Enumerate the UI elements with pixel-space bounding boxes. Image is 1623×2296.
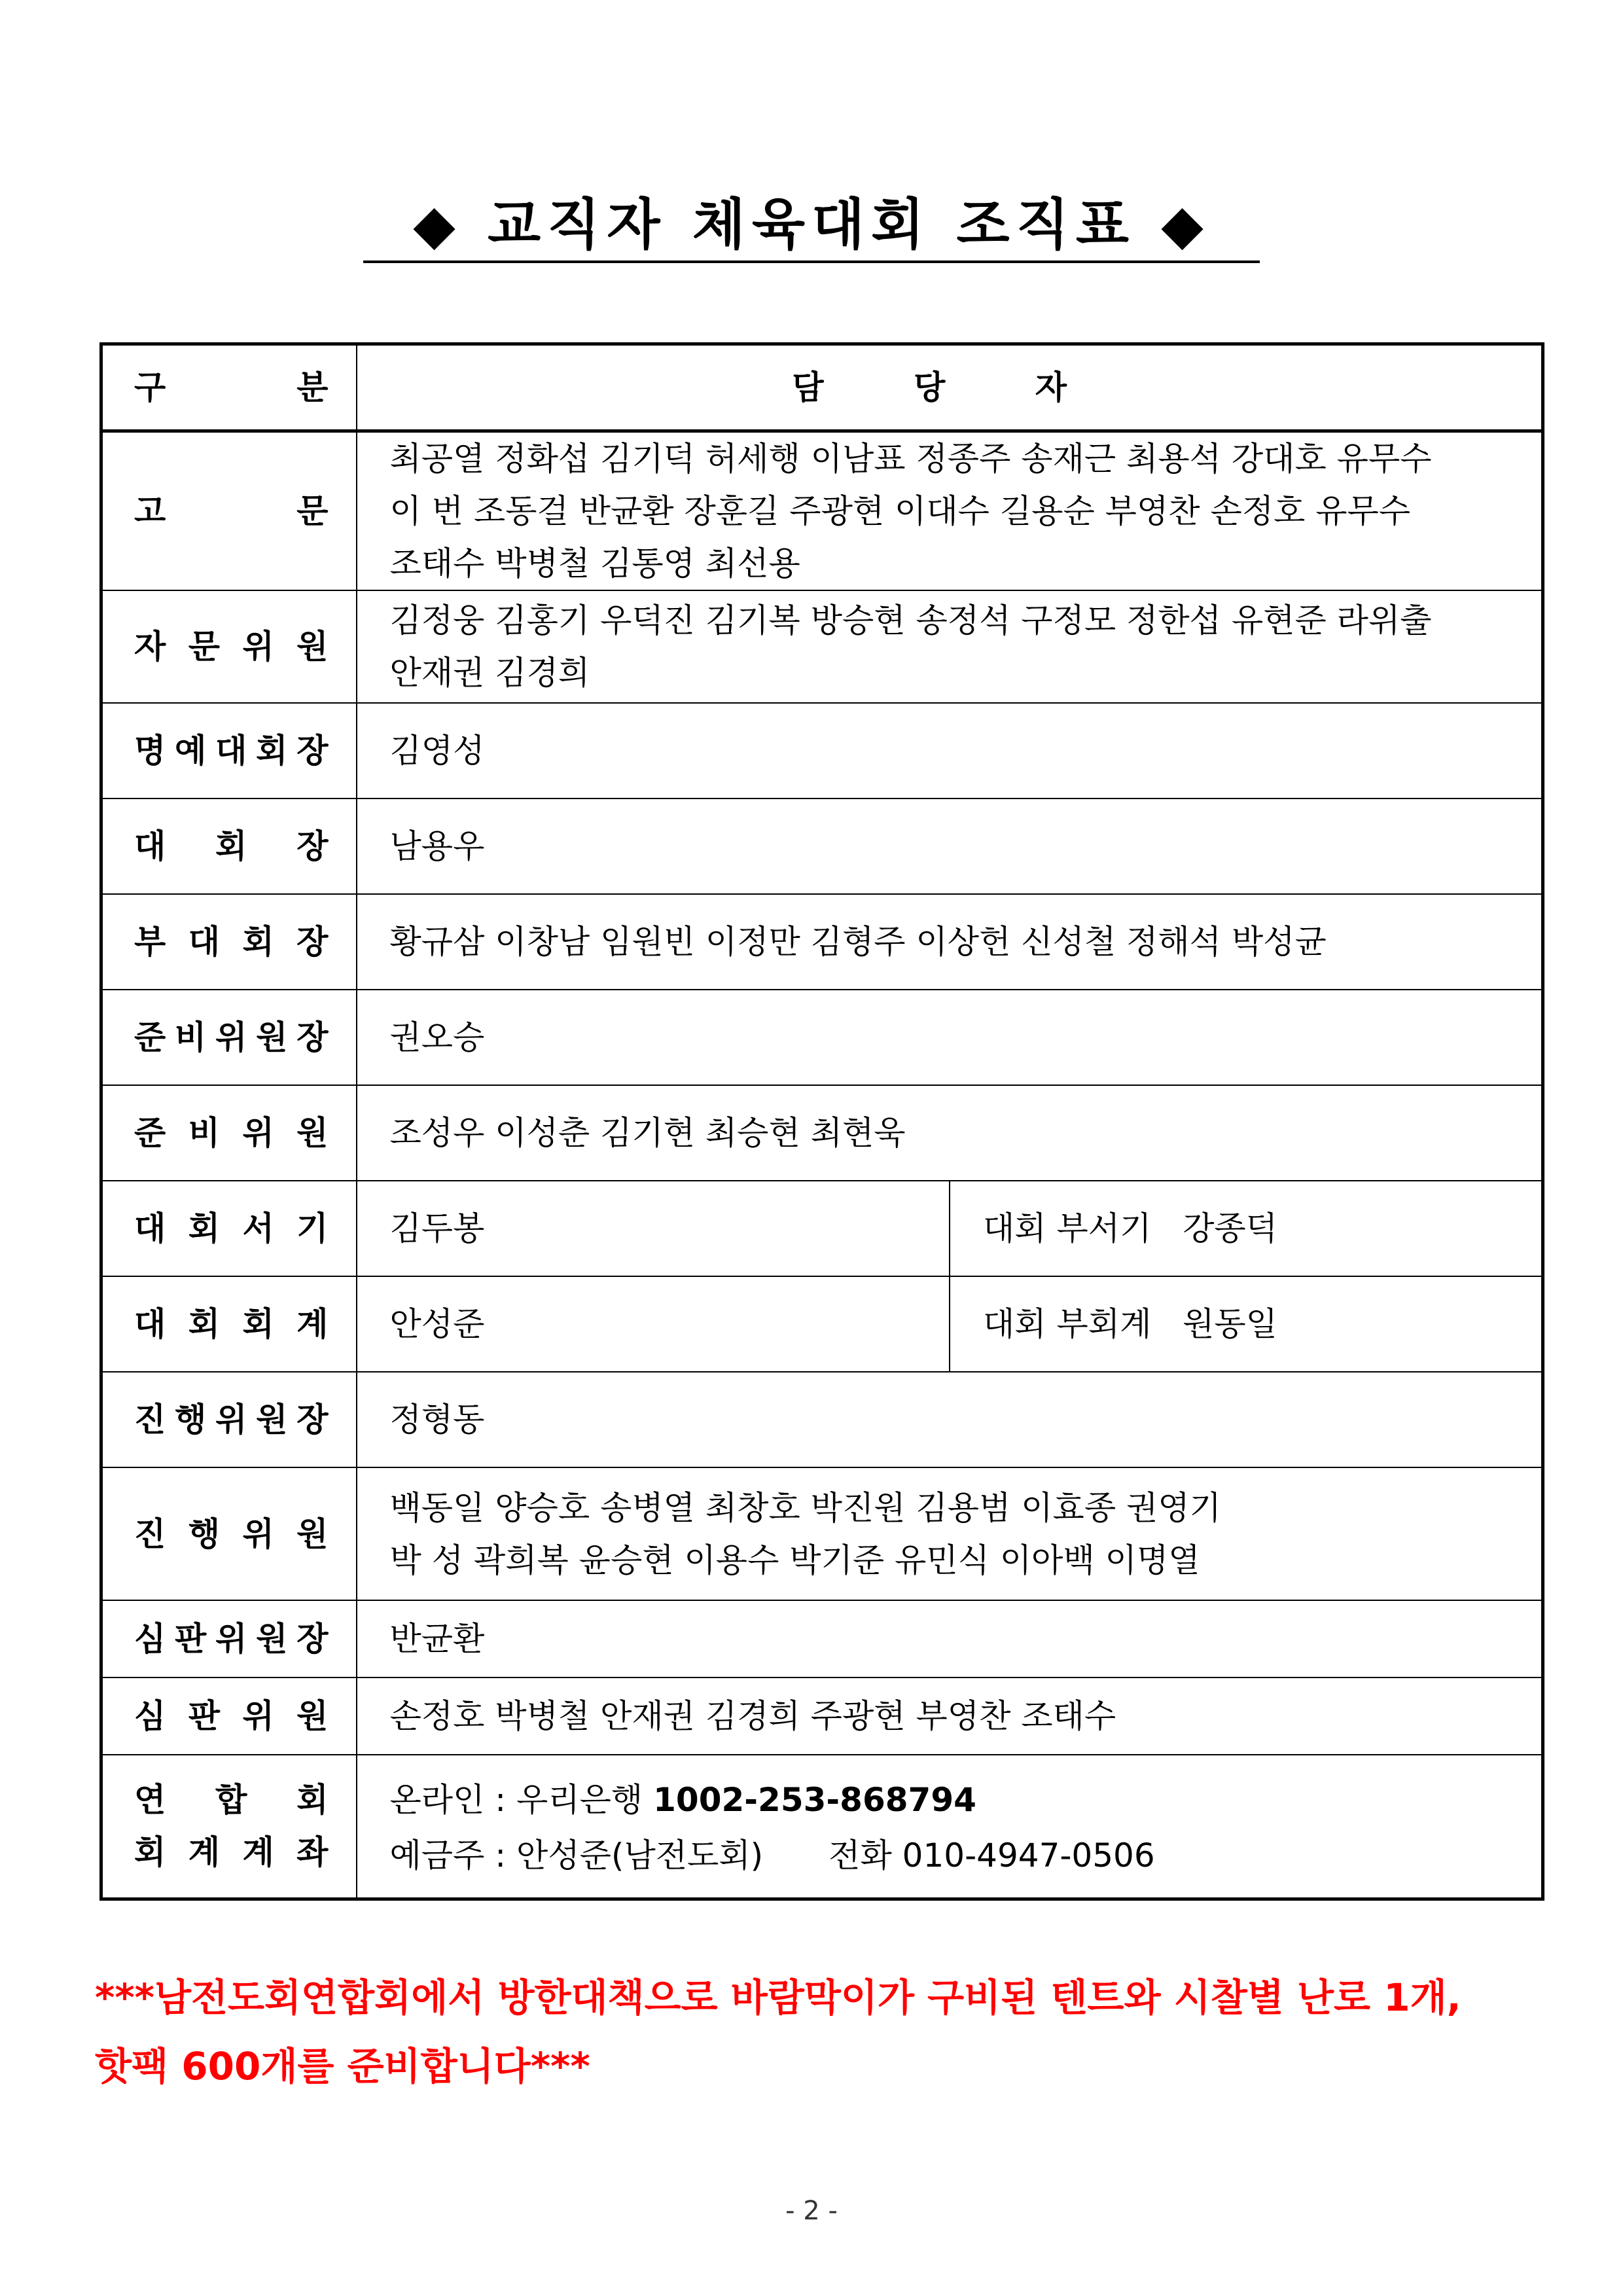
page-number: - 2 -: [785, 2196, 838, 2226]
member-line: 손정호 박병철 안재권 김경희 주광현 부영찬 조태수: [389, 1697, 1116, 1735]
row-members-cell: [357, 990, 1543, 1085]
account-label-char: 합: [215, 1781, 247, 1820]
row-label-cell: [101, 894, 357, 990]
member-line: 김영성: [389, 732, 485, 770]
document-title: ◆ 교직자 체육대회 조직표 ◆: [363, 188, 1260, 263]
row-label-cell: [101, 431, 357, 591]
account-label-cell: [101, 1755, 357, 1899]
notice-line-2: 핫팩 600개를 준비합니다***: [95, 2044, 590, 2089]
row-label-char: 회: [242, 1305, 274, 1343]
notice-text: [95, 1964, 1548, 2101]
row-label-cell: [101, 1467, 357, 1600]
secondary-role-text: 대회 부회계 원동일: [983, 1305, 1277, 1343]
row-label-char: 장: [296, 732, 329, 770]
row-label-char: 회: [256, 732, 288, 770]
row-members-cell: [357, 798, 1543, 894]
row-members-cell: [357, 1085, 1543, 1181]
member-line: 권오승: [389, 1018, 485, 1056]
row-label-char: 위: [215, 1620, 247, 1658]
row-label-char: 명: [134, 732, 166, 770]
row-members-cell: [357, 894, 1543, 990]
row-label-char: 진: [134, 1401, 166, 1439]
table-row: [101, 1600, 1543, 1677]
row-label-char: 위: [242, 1114, 274, 1152]
row-label-char: 대: [215, 732, 247, 770]
notice-line-1: ***남전도회연합회에서 방한대책으로 바람막이가 구비된 텐트와 시찰별 난로 1개,: [95, 1975, 1461, 2020]
row-label-char: 장: [296, 827, 329, 865]
member-line: 조성우 이성춘 김기현 최승현 최현욱: [389, 1114, 906, 1152]
phone-label: 전화: [829, 1837, 892, 1875]
member-line: 조태수 박병철 김통영 최선용: [389, 545, 800, 583]
member-line: 최공열 정화섭 김기덕 허세행 이남표 정종주 송재근 최용석 강대호 유무수: [389, 440, 1432, 478]
row-label-char: 위: [215, 1401, 247, 1439]
table-row: [101, 798, 1543, 894]
row-label-char: 문: [188, 628, 221, 666]
account-number: 1002-253-868794: [653, 1781, 976, 1820]
row-label-char: 심: [134, 1697, 166, 1735]
table-row: [101, 1372, 1543, 1467]
row-label-char: 위: [242, 628, 274, 666]
row-label-cell: [101, 1276, 357, 1372]
row-label-char: 회: [242, 923, 274, 961]
row-members-cell: [357, 1677, 1543, 1755]
table-row: [101, 1677, 1543, 1755]
row-label-char: 원: [296, 1515, 329, 1553]
row-label-char: 대: [134, 1305, 166, 1343]
member-line: 김두봉: [389, 1210, 485, 1247]
account-holder-text: 예금주 : 안성준(남전도회): [389, 1837, 764, 1875]
row-label-char: 서: [242, 1210, 274, 1247]
row-label-cell: [101, 1181, 357, 1276]
member-line: 남용우: [389, 827, 485, 865]
row-members-cell: [357, 1181, 950, 1276]
row-label-char: 장: [296, 923, 329, 961]
row-members-cell: [357, 703, 1543, 798]
row-label-char: 기: [296, 1210, 329, 1247]
row-members-cell: [357, 1467, 1543, 1600]
row-secondary-cell: [950, 1276, 1543, 1372]
row-label-char: 회: [215, 827, 247, 865]
member-line: 반균환: [389, 1620, 485, 1658]
table-row: [101, 1276, 1543, 1372]
row-label-char: 대: [188, 923, 221, 961]
row-label-char: 준: [134, 1018, 166, 1056]
account-info-cell: [357, 1755, 1543, 1899]
row-label-char: 장: [296, 1620, 329, 1658]
member-line: 박 성 곽희복 윤승현 이용수 박기준 유민식 이아백 이명열: [389, 1541, 1200, 1579]
row-label-char: 행: [175, 1401, 207, 1439]
row-label-cell: [101, 1085, 357, 1181]
phone-number: 010-4947-0506: [902, 1837, 1155, 1875]
row-label-cell: [101, 1677, 357, 1755]
member-line: 황규삼 이창남 임원빈 이정만 김형주 이상헌 신성철 정해석 박성균: [389, 923, 1327, 961]
row-label-cell: [101, 703, 357, 798]
member-line: 안성준: [389, 1305, 485, 1343]
table-row: [101, 1085, 1543, 1181]
row-label-char: 원: [256, 1018, 288, 1056]
row-label-char: 진: [134, 1515, 166, 1553]
row-label-char: 회: [188, 1305, 221, 1343]
row-label-cell: [101, 990, 357, 1085]
row-label-char: 회: [188, 1210, 221, 1247]
table-row: [101, 894, 1543, 990]
header-category-cell: [101, 344, 357, 431]
row-secondary-cell: [950, 1181, 1543, 1276]
row-label-char: 문: [296, 492, 329, 530]
secondary-role-text: 대회 부서기 강종덕: [983, 1210, 1277, 1247]
row-label-char: 판: [175, 1620, 207, 1658]
row-label-char: 원: [296, 1697, 329, 1735]
account-row: [101, 1755, 1543, 1899]
row-label-char: 대: [134, 1210, 166, 1247]
account-label-char: 계: [188, 1833, 221, 1872]
row-label-char: 부: [134, 923, 166, 961]
row-label-char: 고: [134, 492, 166, 530]
member-line: 김정웅 김홍기 우덕진 김기복 방승현 송정석 구정모 정한섭 유현준 라위출: [389, 601, 1432, 639]
member-line: 정형동: [389, 1401, 485, 1439]
row-label-char: 준: [134, 1114, 166, 1152]
row-label-char: 대: [134, 827, 166, 865]
row-members-cell: [357, 1600, 1543, 1677]
account-label-char: 좌: [296, 1833, 329, 1872]
table-row: [101, 703, 1543, 798]
online-bank-text: 온라인 : 우리은행: [389, 1781, 654, 1820]
table-row: [101, 1181, 1543, 1276]
row-label-char: 비: [188, 1114, 221, 1152]
table-row: [101, 1467, 1543, 1600]
row-label-cell: [101, 1372, 357, 1467]
header-person-cell: 담 당 자: [357, 344, 1543, 431]
table-row: [101, 990, 1543, 1085]
row-label-char: 원: [256, 1620, 288, 1658]
row-label-char: 판: [188, 1697, 221, 1735]
row-label-char: 장: [296, 1018, 329, 1056]
header-category-char: 분: [296, 368, 329, 406]
row-members-cell: [357, 1276, 950, 1372]
account-line-2: [390, 1833, 1509, 1878]
row-label-cell: [101, 590, 357, 703]
table-header-row: [101, 344, 1543, 431]
row-members-cell: [357, 590, 1543, 703]
row-label-cell: [101, 1600, 357, 1677]
account-label-char: 연: [134, 1781, 166, 1820]
row-label-char: 위: [215, 1018, 247, 1056]
row-label-cell: [101, 798, 357, 894]
member-line: 안재권 김경희: [389, 654, 590, 692]
row-label-char: 장: [296, 1401, 329, 1439]
organization-table: [99, 342, 1544, 1901]
member-line: 백동일 양승호 송병열 최창호 박진원 김용범 이효종 권영기: [389, 1488, 1221, 1527]
account-label-char: 회: [296, 1781, 329, 1820]
row-label-char: 심: [134, 1620, 166, 1658]
row-label-char: 위: [242, 1515, 274, 1553]
row-label-char: 자: [134, 628, 166, 666]
row-label-char: 계: [296, 1305, 329, 1343]
row-label-char: 비: [175, 1018, 207, 1056]
table-row: [101, 431, 1543, 591]
row-label-char: 원: [256, 1401, 288, 1439]
account-label-char: 계: [242, 1833, 274, 1872]
account-line-1: [390, 1774, 1509, 1826]
table-row: [101, 590, 1543, 703]
row-label-char: 위: [242, 1697, 274, 1735]
row-members-cell: [357, 1372, 1543, 1467]
row-label-char: 원: [296, 1114, 329, 1152]
row-members-cell: [357, 431, 1543, 591]
account-label-char: 회: [134, 1833, 166, 1872]
header-category-char: 구: [134, 368, 166, 406]
row-label-char: 행: [188, 1515, 221, 1553]
row-label-char: 원: [296, 628, 329, 666]
row-label-char: 예: [175, 732, 207, 770]
member-line: 이 번 조동걸 반균환 장훈길 주광현 이대수 길용순 부영찬 손정호 유무수: [389, 492, 1411, 530]
